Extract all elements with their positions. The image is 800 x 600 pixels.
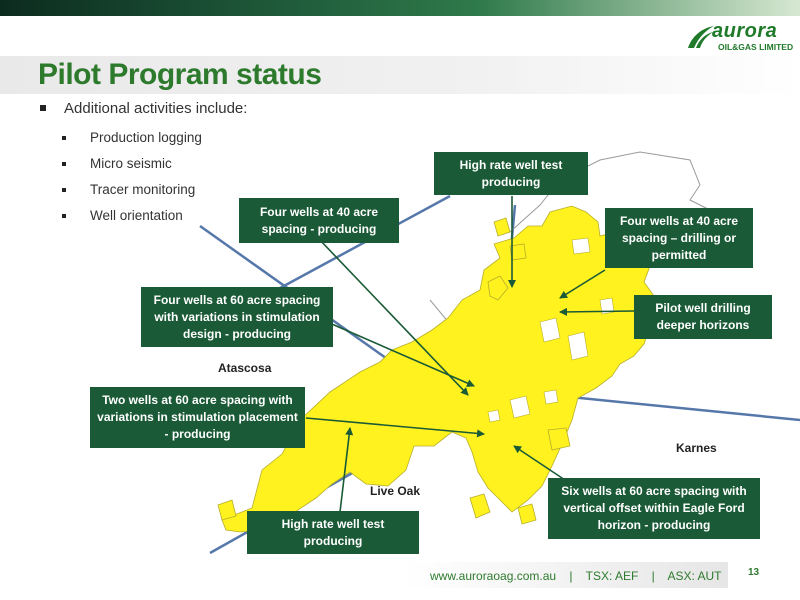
map-label-karnes: Karnes [676, 441, 717, 455]
callout-six-wells-60: Six wells at 60 acre spacing with vertical offset within Eagle Ford horizon - producing [548, 478, 760, 539]
footer-text: www.auroraoag.com.au | TSX: AEF | ASX: AUT [430, 569, 722, 583]
bullet-main-text: Additional activities include: [64, 100, 248, 117]
logo-subtext: OIL&GAS LIMITED [718, 42, 794, 52]
sub-bullet-text: Production logging [90, 130, 202, 145]
callout-four-wells-60: Four wells at 60 acre spacing with variations in stimulation design - producing [141, 287, 333, 347]
callout-four-wells-40-producing: Four wells at 40 acre spacing - producing [239, 198, 399, 243]
callout-high-rate-top: High rate well test producing [434, 152, 588, 195]
map-label-live-oak: Live Oak [370, 484, 421, 498]
sub-bullet-text: Well orientation [90, 208, 183, 223]
callout-two-wells-60: Two wells at 60 acre spacing with variations in stimulation placement - producing [90, 387, 305, 448]
page-number: 13 [748, 567, 760, 578]
sub-bullet-text: Tracer monitoring [90, 182, 196, 197]
callout-pilot-well: Pilot well drilling deeper horizons [634, 295, 772, 339]
callout-high-rate-bottom: High rate well test producing [247, 511, 419, 554]
callout-four-wells-40-drilling: Four wells at 40 acre spacing – drilling or permitted [605, 208, 753, 268]
sub-bullet-text: Micro seismic [90, 156, 172, 171]
map-label-atascosa: Atascosa [218, 361, 272, 375]
logo-word: aurora [712, 20, 778, 42]
page-title: Pilot Program status [38, 58, 322, 91]
